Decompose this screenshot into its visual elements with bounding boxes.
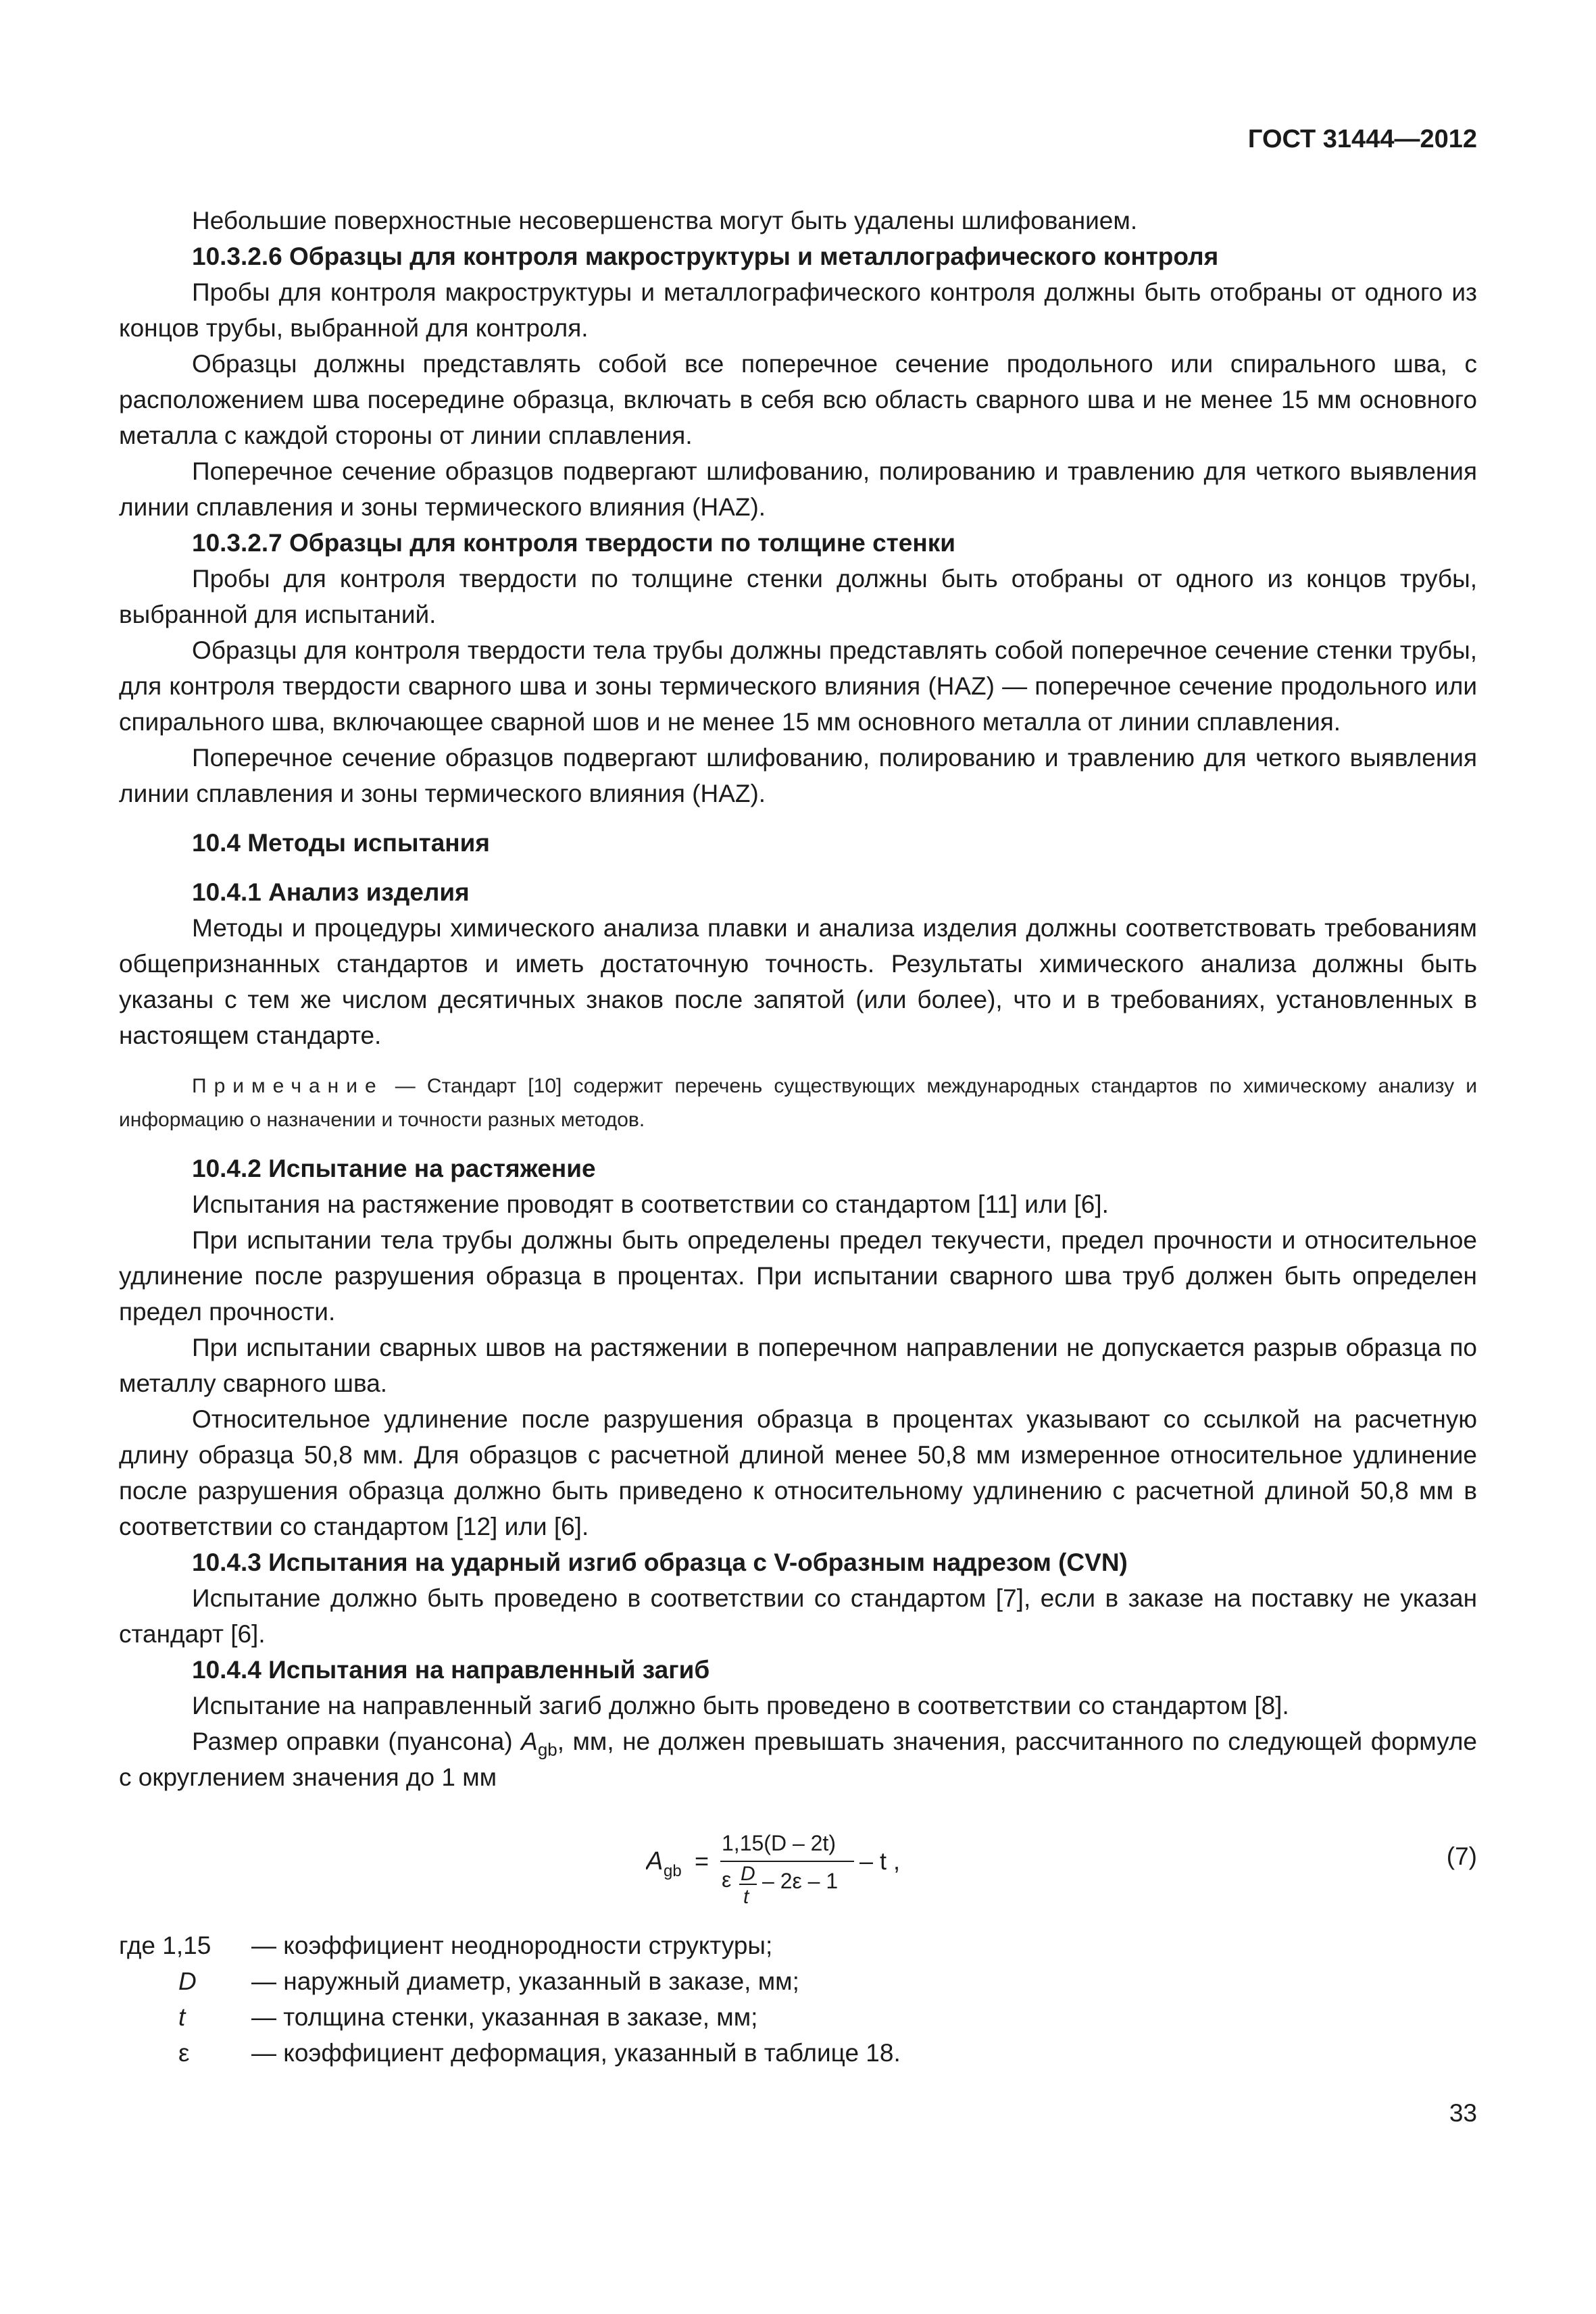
page-content — [119, 203, 1477, 2071]
paragraph: Образцы для контроля твердости тела трубы должны представлять собой поперечное сечение стенки трубы, для контроля твердости сварного шва и зоны термического влияния (HAZ) — поперечное сечение продольного или спирального шва, включающее сварной шов и не менее 15 мм основного металла от линии сплавления. — [119, 636, 1477, 736]
formula-lhs: A — [646, 1847, 664, 1876]
formula-lhs-sub: gb — [664, 1862, 682, 1880]
paragraph: Испытание на направленный загиб должно быть проведено в соответствии со стандартом [8]. — [192, 1692, 1289, 1719]
formula-tail: – t , — [859, 1847, 901, 1875]
page-number: 33 — [1449, 2099, 1477, 2127]
paragraph: Размер оправки (пуансона) $A_{gb}$, мм, не должен превышать значения, рассчитанного по следующей формуле с округлением значения до 1 мм — [119, 1728, 1477, 1791]
paragraph: Испытание должно быть проведено в соответствии со стандартом [7], если в заказе на поставку не указан стандарт [6]. — [119, 1584, 1477, 1648]
formula-den-rest: – 2ε – 1 — [762, 1869, 839, 1893]
where-text: — наружный диаметр, указанный в заказе, мм; — [251, 1967, 799, 1995]
paragraph: Поперечное сечение образцов подвергают шлифованию, полированию и травлению для четкого выявления линии сплавления и зоны термического влияния (HAZ). — [119, 744, 1477, 807]
where-list — [119, 1928, 1477, 2071]
note-label: Примечание — [192, 1075, 384, 1097]
document-code: ГОСТ 31444—2012 — [1247, 125, 1477, 153]
note — [119, 1070, 1477, 1137]
section-heading-10-3-2-6: 10.3.2.6 Образцы для контроля макроструктуры и металлографического контроля — [192, 243, 1219, 270]
paragraph: Пробы для контроля твердости по толщине стенки должны быть отобраны от одного из концов трубы, выбранной для испытаний. — [119, 565, 1477, 628]
where-symbol: ε — [178, 2039, 190, 2067]
paragraph: При испытании тела трубы должны быть определены предел текучести, предел прочности и относительное удлинение после разрушения образца в процентах. При испытании сварного шва труб должен быть определен предел прочности. — [119, 1226, 1477, 1326]
section-heading-10-3-2-7: 10.3.2.7 Образцы для контроля твердости по толщине стенки — [192, 529, 955, 557]
where-item — [119, 2035, 1477, 2071]
section-heading-10-4-4: 10.4.4 Испытания на направленный загиб — [192, 1656, 710, 1684]
paragraph: Образцы должны представлять собой все поперечное сечение продольного или спирального шва, с расположением шва посередине образца, включать в себя всю область сварного шва и не менее 15 мм основного металла с каждой стороны от линии сплавления. — [119, 350, 1477, 449]
where-symbol: t — [178, 2003, 186, 2031]
section-heading-10-4: 10.4 Методы испытания — [192, 829, 490, 857]
formula-den-eps: ε — [722, 1867, 732, 1892]
where-text: — коэффициент деформация, указанный в таблице 18. — [251, 2039, 901, 2067]
paragraph: Методы и процедуры химического анализа плавки и анализа изделия должны соответствовать требованиям общепризнанных стандартов и иметь достаточную точность. Результаты химического анализа должны быть указаны с тем же числом десятичных знаков после запятой (или более), что и в требованиях, установленных в настоящем стандарте. — [119, 914, 1477, 1049]
where-item — [119, 1928, 1477, 1963]
formula-number: (7) — [1446, 1842, 1477, 1870]
formula-7 — [646, 1818, 1051, 1913]
section-heading-10-4-3: 10.4.3 Испытания на ударный изгиб образца с V-образным надрезом (CVN) — [192, 1549, 1128, 1576]
where-item — [119, 1963, 1477, 1999]
symbol-a: A — [521, 1728, 538, 1755]
note-text: — Стандарт [10] содержит перечень существующих международных стандартов по химическому анализу и информацию о назначении и точности разных методов. — [119, 1075, 1477, 1131]
formula-den-d: D — [741, 1863, 755, 1885]
section-heading-10-4-2: 10.4.2 Испытание на растяжение — [192, 1155, 596, 1182]
paragraph: При испытании сварных швов на растяжении в поперечном направлении не допускается разрыв образца по металлу сварного шва. — [119, 1334, 1477, 1397]
section-heading-10-4-1: 10.4.1 Анализ изделия — [192, 878, 470, 906]
where-symbol: D — [178, 1967, 197, 1995]
where-text: — коэффициент неоднородности структуры; — [251, 1932, 773, 1959]
paragraph: Небольшие поверхностные несовершенства могут быть удалены шлифованием. — [192, 207, 1138, 234]
paragraph: Пробы для контроля макроструктуры и металлографического контроля должны быть отобраны от одного из концов трубы, выбранной для контроля. — [119, 278, 1477, 342]
paragraph: Поперечное сечение образцов подвергают шлифованию, полированию и травлению для четкого выявления линии сплавления и зоны термического влияния (HAZ). — [119, 457, 1477, 521]
where-item — [119, 1999, 1477, 2035]
formula-den-t: t — [743, 1886, 749, 1908]
formula-numerator: 1,15(D – 2t) — [722, 1831, 836, 1855]
where-text: — толщина стенки, указанная в заказе, мм; — [251, 2003, 758, 2031]
formula-block — [119, 1811, 1477, 1913]
paragraph: Относительное удлинение после разрушения образца в процентах указывают со ссылкой на расчетную длину образца 50,8 мм. Для образцов с расчетной длиной менее 50,8 мм измеренное относительное удлинение после разрушения образца должно быть приведено к относительному удлинению с расчетной длиной 50,8 мм в соответствии со стандартом [12] или [6]. — [119, 1405, 1477, 1540]
where-symbol: где 1,15 — [119, 1932, 211, 1959]
paragraph: Испытания на растяжение проводят в соответствии со стандартом [11] или [6]. — [192, 1190, 1109, 1218]
formula-equals: = — [695, 1847, 709, 1875]
